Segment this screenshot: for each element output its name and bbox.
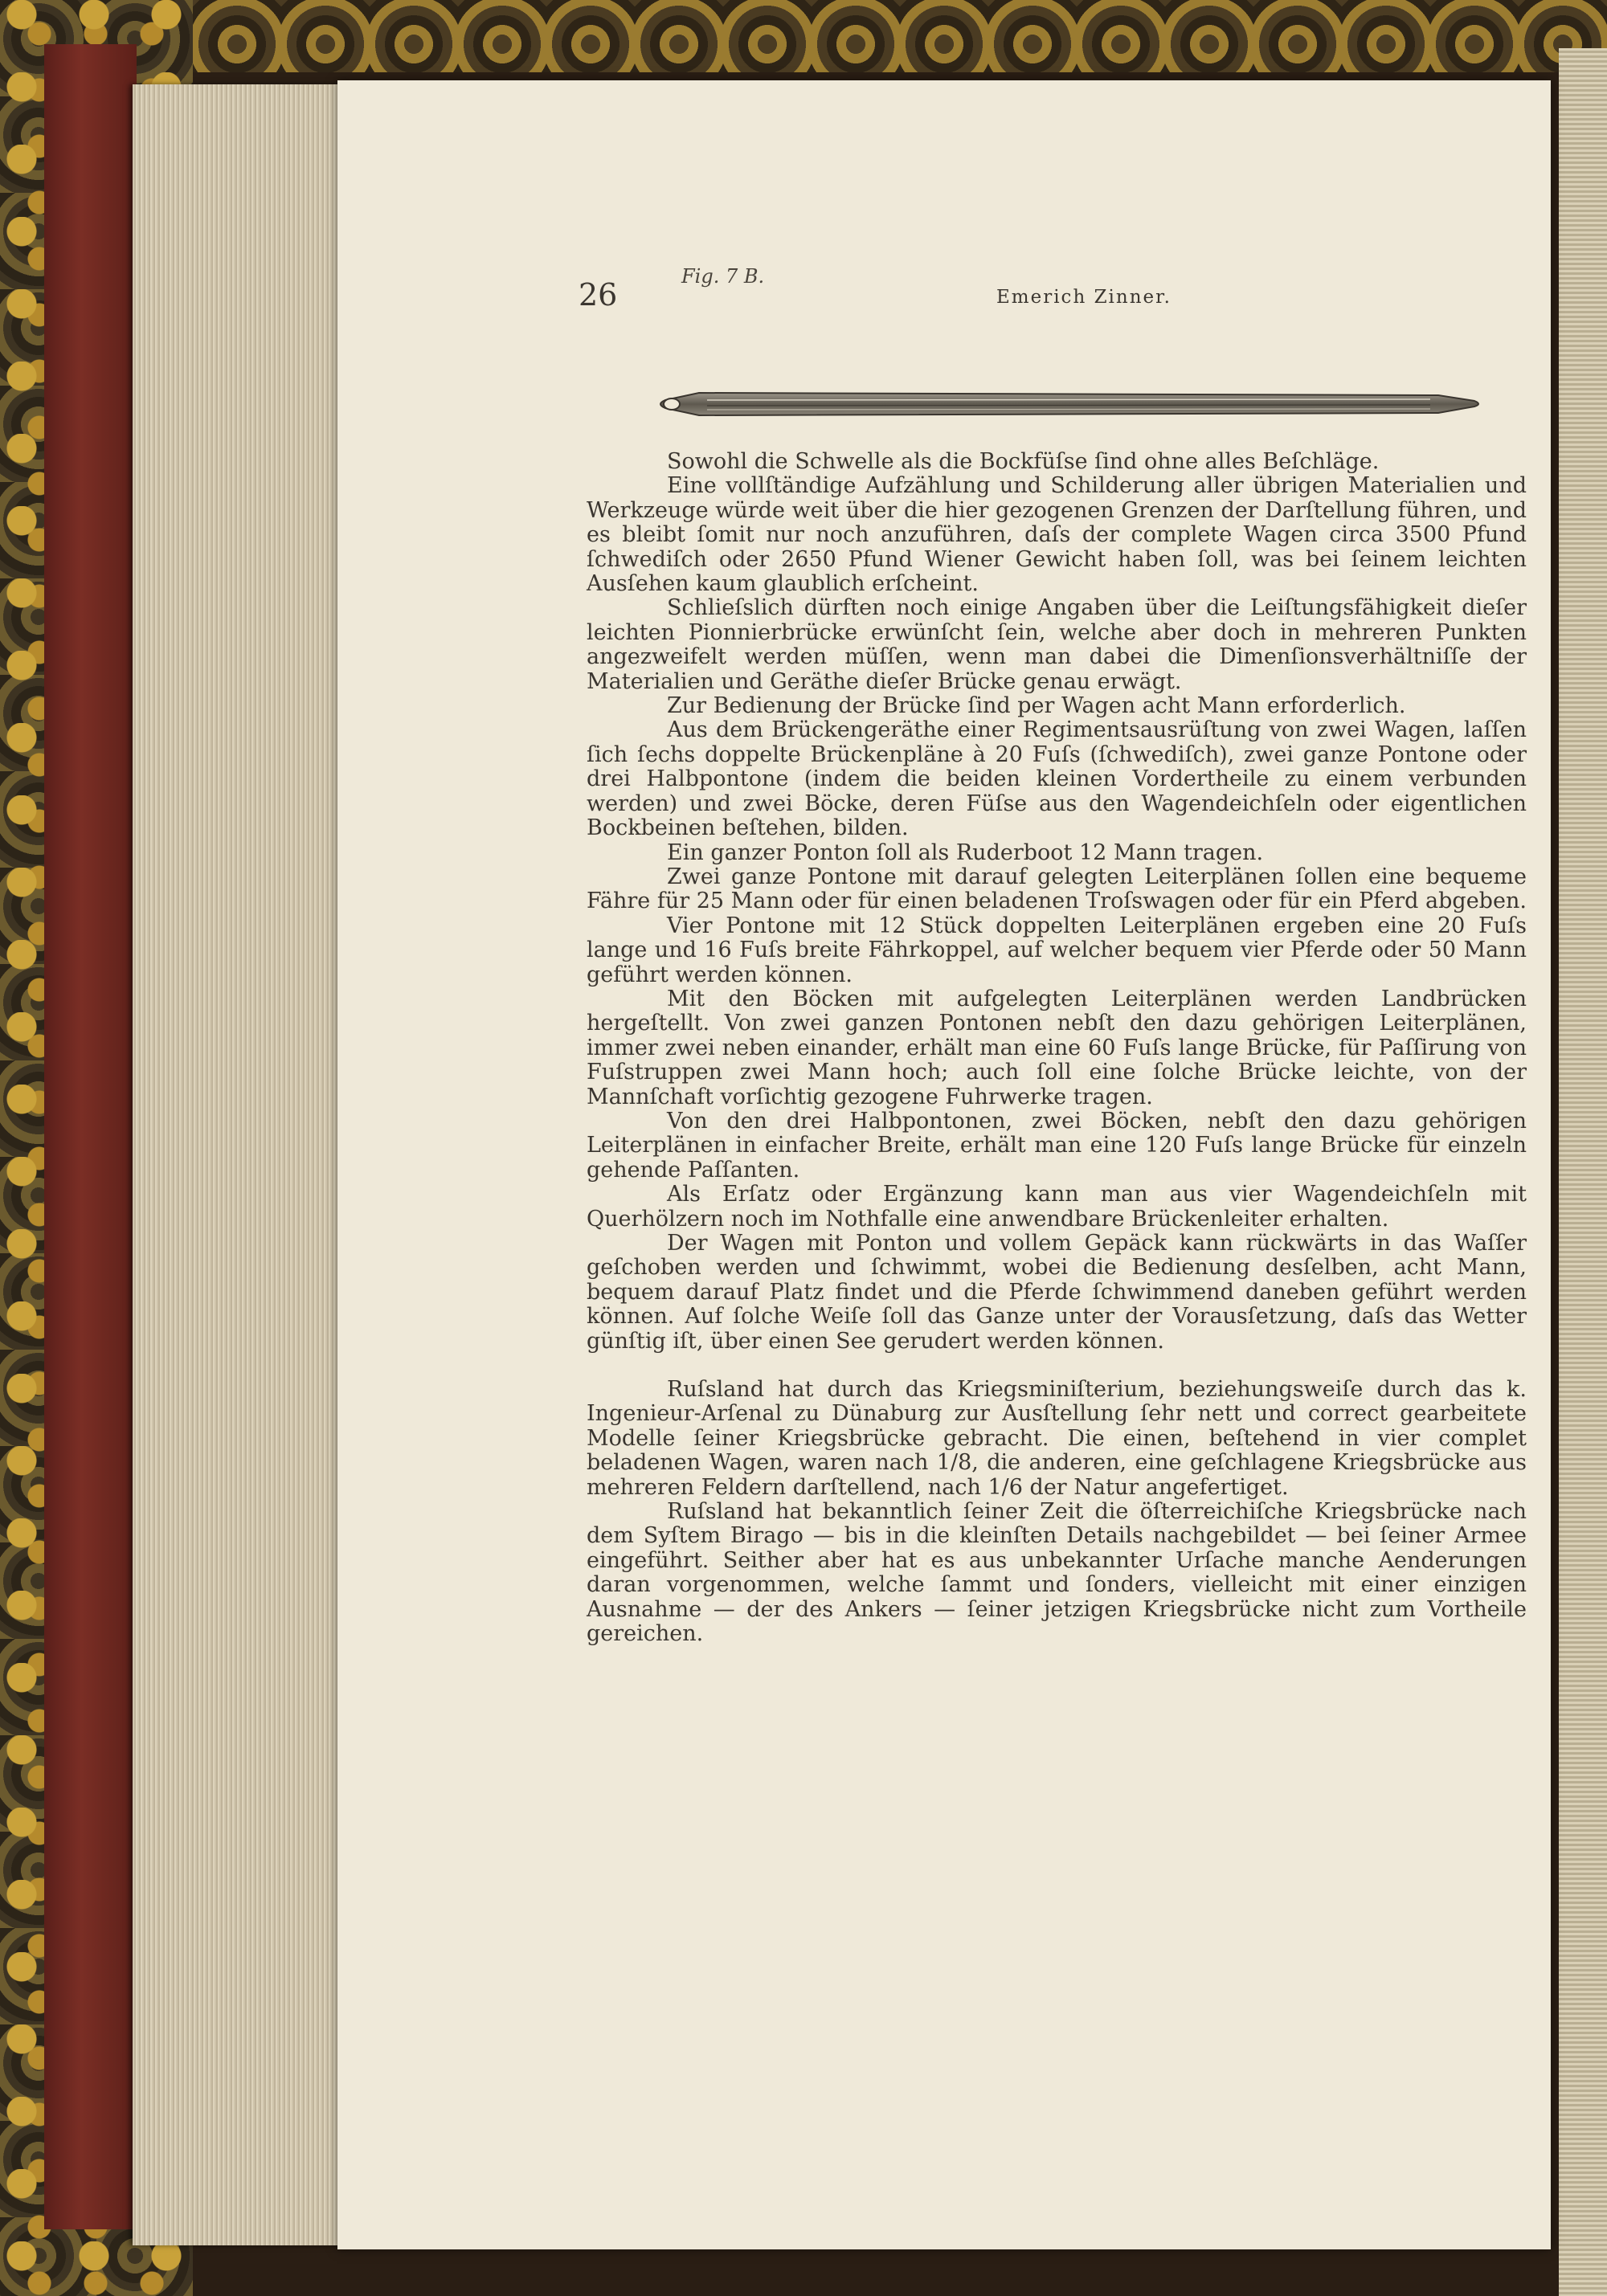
paragraph: Schlieſslich dürften noch einige Angaben über die Leiſtungsfähigkeit dieſer leichten Pionnierbrücke erwünſcht ſein, welche aber doch in mehreren Punkten angezweifelt werden müſſen, wenn man dabei die Dimenſionsverhältniſſe der Materialien und Geräthe dieſer Brücke genau erwägt. [587,595,1527,694]
paragraph: Ruſsland hat durch das Kriegsminiſterium, beziehungsweiſe durch das k. Ingenieur-Arſenal zu Dünaburg zur Ausſtellung ſehr nett und correct gearbeitete Modelle ſeiner Kriegsbrücke gebracht. Die einen, beſtehend in vier complet beladenen Wagen, waren nach 1/8, die anderen, eine geſchlagene Kriegsbrücke aus mehreren Feldern darſtellend, nach 1/6 der Natur angefertiget. [587,1377,1527,1500]
page-number: 26 [579,277,618,313]
paragraph: Mit den Böcken mit aufgelegten Leiterplänen werden Landbrücken hergeſtellt. Von zwei ganzen Pontonen nebſt den dazu gehörigen Leiterplänen, immer zwei neben einander, erhält man eine 60 Fuſs lange Brücke, für Paſſirung von Fuſstruppen zwei Mann hoch; auch ſoll eine ſolche Brücke leichte, von der Mannſchaft vorſichtig gezogene Fuhrwerke tragen. [587,986,1527,1109]
figure-caption: Fig. 7 B. [681,265,765,288]
running-head: Emerich Zinner. [996,287,1172,308]
paragraph: Als Erſatz oder Ergänzung kann man aus vier Wagendeichſeln mit Querhölzern noch im Nothfalle eine anwendbare Brückenleiter erhalten. [587,1182,1527,1232]
paragraph: Zur Bedienung der Brücke ſind per Wagen acht Mann erforderlich. [667,693,1406,719]
paragraph: Der Wagen mit Ponton und vollem Gepäck kann rückwärts in das Waſſer geſchoben werden und ſchwimmt, wobei die Bedienung desſelben, acht Mann, bequem darauf Platz findet und die Pferde ſchwimmend daneben geführt werden können. Auf ſolche Weiſe ſoll das Ganze unter der Vorausſetzung, daſs das Wetter günſtig iſt, über einen See gerudert werden können. [587,1231,1527,1354]
body-text [587,450,1527,1647]
paragraph: Aus dem Brückengeräthe einer Regimentsausrüſtung von zwei Wagen, laſſen ſich ſechs doppelte Brückenpläne à 20 Fuſs (ſchwediſch), zwei ganze Pontone oder drei Halbpontone (indem die beiden kleinen Vordertheile zu einem verbunden werden) und zwei Böcke, deren Füſse aus den Wagendeichſeln oder eigentlichen Bockbeinen beſtehen, bilden. [587,717,1527,841]
paragraph: Ruſsland hat bekanntlich ſeiner Zeit die öſterreichiſche Kriegsbrücke nach dem Syſtem Birago — bis in die kleinſten Details nachgebildet — bei ſeiner Armee eingeführt. Seither aber hat es aus unbekannter Urſache manche Aenderungen daran vorgenommen, welche ſammt und ſonders, vielleicht mit einer einzigen Ausnahme — der des Ankers — ſeiner jetzigen Kriegsbrücke nicht zum Vortheile gereichen. [587,1499,1527,1647]
paragraph: Von den drei Halbpontonen, zwei Böcken, nebſt den dazu gehörigen Leiterplänen in einfacher Breite, erhält man eine 120 Fuſs lange Brücke für einzeln gehende Paſſanten. [587,1108,1527,1183]
paragraph: Sowohl die Schwelle als die Bockfüſse ſind ohne alles Beſchläge. [667,449,1380,474]
paragraph: Zwei ganze Pontone mit darauf gelegten Leiterplänen ſollen eine bequeme Fähre für 25 Mann oder für einen beladenen Troſswagen oder für ein Pferd abgeben. [587,864,1527,914]
paragraph: Ein ganzer Ponton ſoll als Ruderboot 12 Mann tragen. [667,840,1264,865]
paragraph: Vier Pontone mit 12 Stück doppelten Leiterplänen ergeben eine 20 Fuſs lange und 16 Fuſs breite Fährkoppel, auf welcher bequem vier Pferde oder 50 Mann geführt werden können. [587,913,1527,987]
paragraph: Eine vollſtändige Aufzählung und Schilderung aller übrigen Materialien und Werkzeuge würde weit über die hier gezogenen Grenzen der Darſtellung führen, und es bleibt ſomit nur noch anzuführen, daſs der complete Wagen circa 3500 Pfund ſchwediſch oder 2650 Pfund Wiener Gewicht haben ſoll, was bei ſeinem leichten Ausſehen kaum glaublich erſcheint. [587,473,1527,597]
